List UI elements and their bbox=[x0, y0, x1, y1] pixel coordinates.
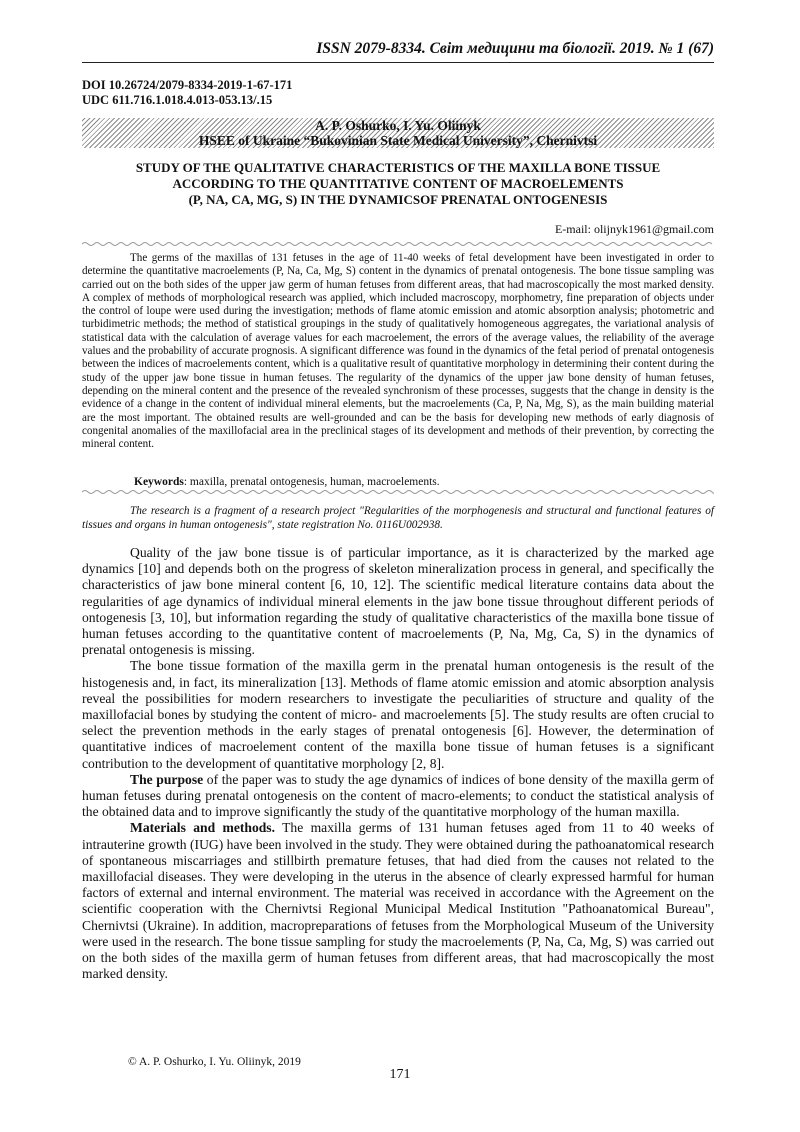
udc: UDC 611.716.1.018.4.013-053.13/.15 bbox=[82, 93, 273, 107]
main-text bbox=[82, 545, 714, 982]
title-line: STUDY OF THE QUALITATIVE CHARACTERISTICS OF THE MAXILLA BONE TISSUE bbox=[135, 160, 661, 175]
contact-email[interactable]: E-mail: olijnyk1961@gmail.com bbox=[554, 222, 714, 236]
purpose-text: of the paper was to study the age dynamics of indices of bone density of the maxilla germ of human fetuses during prenatal ontogenesis on the content of macro-elements; to conduct the statistical analysis of the obtained data and to improve significantly the study of the quantitative morphology of the human maxilla. bbox=[82, 771, 714, 820]
journal-header: ISSN 2079-8334. Світ медицини та біології. 2019. № 1 (67) bbox=[316, 40, 714, 57]
title-line: ACCORDING TO THE QUANTITATIVE CONTENT OF MACROELEMENTS bbox=[172, 176, 624, 191]
identifiers bbox=[82, 78, 292, 108]
wave-divider-top bbox=[82, 240, 714, 248]
methods-text: The maxilla germs of 131 human fetuses aged from 11 to 40 weeks of intrauterine growth (IUG) have been involved in the study. They were obtained during the pathoanatomical research of spontaneous miscarriages and stillbirth premature fetuses, that had died from the causes not related to the maxillofacial diseases. They were developing in the uterus in the absence of clearly expressed harmful for human factors of external and internal environment. The material was received in accordance with the Agreement on the scientific cooperation with the Chernivtsi Regional Municipal Medical Institution "Pathoanatomical Bureau", Chernivtsi (Ukraine). In addition, macropreparations of fetuses from the Morphological Museum of the University were used in the research. The bone tissue sampling for study the macroelements (P, Na, Ca, Mg, S) was carried out on the both sides of the maxilla germ of human fetuses from different areas, that had macroscopically the most marked density. bbox=[82, 820, 714, 982]
header-rule bbox=[82, 62, 714, 63]
doi[interactable]: DOI 10.26724/2079-8334-2019-1-67-171 bbox=[82, 78, 293, 92]
affiliation: HSEE of Ukraine “Bukovinian State Medical University”, Chernivtsi bbox=[198, 133, 598, 148]
paragraph-purpose bbox=[82, 772, 714, 821]
keywords bbox=[134, 476, 440, 488]
author-names: A. P. Oshurko, I. Yu. Oliinyk bbox=[315, 118, 481, 133]
paragraph-intro: Quality of the jaw bone tissue is of particular importance, as it is characterized by the marked age dynamics [10] and depends both on the progress of skeleton mineralization process in general, and specifically the characteristics of jaw bone mineral content [6, 10, 12]. The scientific medical literature contains data about the regularities of age dynamics of individual mineral elements in the jaw bone tissue throughout different periods of ontogenesis [3, 10], but information regarding the study of qualitative characteristics of the maxilla bone tissue of human fetuses according to the quantitative content of macroelements (P, Na, Mg, Ca, S) in the dynamics of prenatal ontogenesis is missing. bbox=[82, 545, 714, 658]
page-number: 171 bbox=[389, 1067, 411, 1082]
keywords-label: Keywords bbox=[134, 476, 184, 488]
methods-heading: Materials and methods. bbox=[130, 820, 275, 836]
title-line: (P, NA, CA, MG, S) IN THE DYNAMICSOF PRENATAL ONTOGENESIS bbox=[188, 192, 608, 207]
abstract bbox=[82, 252, 714, 451]
paragraph-background: The bone tissue formation of the maxilla germ in the prenatal human ontogenesis is the result of the histogenesis and, in fact, its mineralization [13]. Methods of flame atomic emission and atomic absorption analysis reveal the possibilities for modern researchers to investigate the peculiarities of structure and quality of the maxillofacial bones by studying the content of micro- and macroelements [5]. The study results are often crucial to select the prevention methods in the early stages of prenatal ontogenesis [6]. However, the determination of quantitative indices of macroelement content of the maxilla bone tissue of human fetuses is a significant contribution to the development of quantitative morphology [2, 8]. bbox=[82, 658, 714, 771]
abstract-text: The germs of the maxillas of 131 fetuses in the age of 11-40 weeks of fetal development have been investigated in order to determine the quantitative macroelements (P, Na, Ca, Mg, S) content in the dynamics of prenatal ontogenesis. The bone tissue sampling was carried out on the both sides of the upper jaw germ of human fetuses from different areas, that had macroscopically the most marked density. A complex of methods of morphological research was applied, which included macroscopy, morphometry, fine preparation of objects under the control of loupe were used during the investigation; methods of flame atomic emission and atomic absorption analysis; photometric and turbidimetric methods; the method of statistical groupings in the study of qualitatively homogeneous aggregates, the variational analysis of statistical data with the calculation of average values for each macroelement, the errors of the average values, the reliability of the average values and the probability of accurate prognosis. A significant difference was found in the dynamics of the fetal period of prenatal ontogenesis between the indices of macroelements content, which is a qualitative result of quantitative morphology in determining their content during the study of the upper jaw bone tissue in human fetuses. The regularity of the dynamics of the upper jaw bone density of human fetuses, depending on the mineral content and the presence of the revealed synchronism of these processes, suggests that the change in density is the evidence of a change in the content of individual mineral elements, but the macroelements (Ca, P, Na, Mg, S), as the main building material are the most important. The obtained results are well-grounded and can be the basis for developing new methods of early diagnosis of congenital anomalies of the maxillofacial area in the preclinical stages of its development and methods of their prevention, by correcting the mineral content. bbox=[82, 252, 714, 451]
paper-title bbox=[82, 160, 714, 208]
keywords-text: : maxilla, prenatal ontogenesis, human, macroelements. bbox=[183, 476, 440, 488]
copyright: © A. P. Oshurko, I. Yu. Oliinyk, 2019 bbox=[128, 1056, 301, 1068]
purpose-heading: The purpose bbox=[130, 771, 204, 787]
paragraph-methods bbox=[82, 820, 714, 982]
funding-note: The research is a fragment of a research project "Regularities of the morphogenesis and structural and functional features of tissues and organs in human ontogenesis", state registration No. 0116U002938. bbox=[82, 505, 714, 531]
wave-divider-bottom bbox=[82, 488, 714, 496]
